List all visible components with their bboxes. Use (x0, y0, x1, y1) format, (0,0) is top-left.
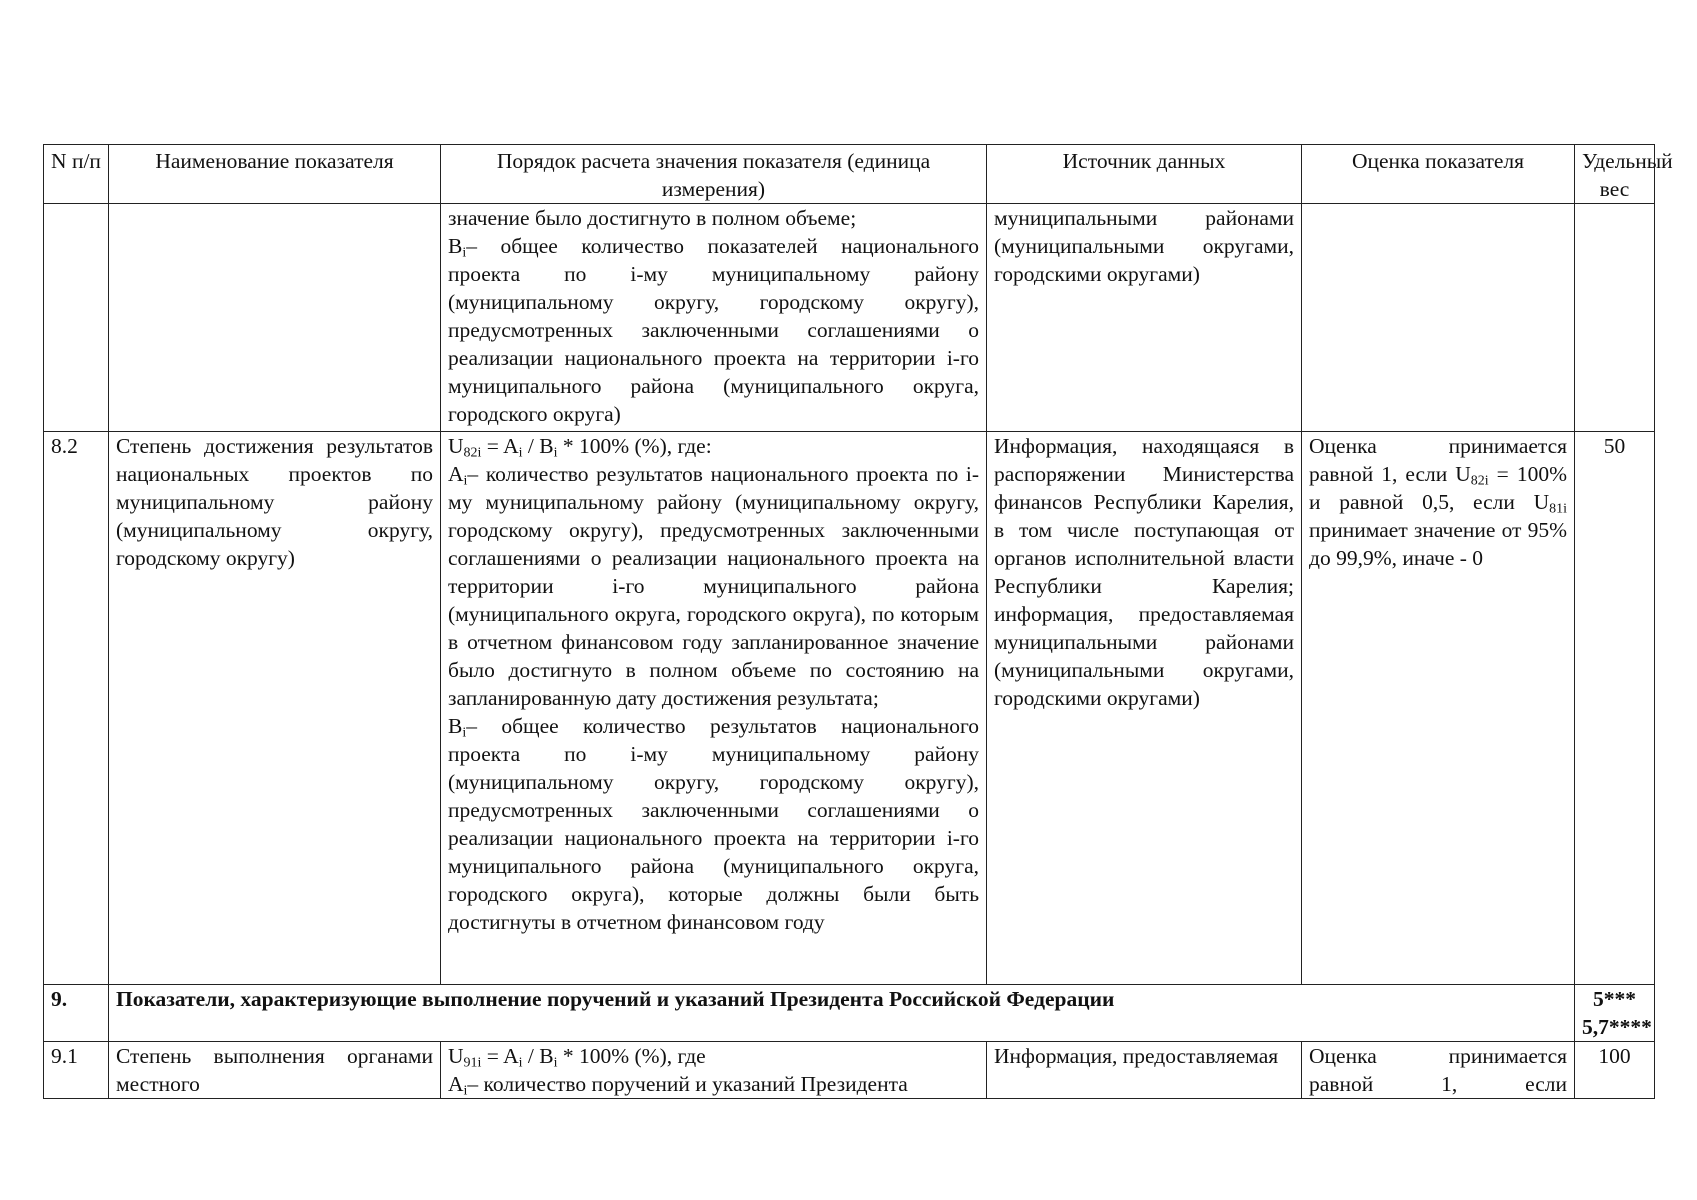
header-calc: Порядок расчета значения показателя (единица измерения) (441, 145, 987, 204)
cell-weight: 50 (1575, 432, 1655, 985)
formula: $U_{82i} = A_i / B_i * 100\%$ (%), где: (448, 434, 712, 461)
cell-calc (441, 204, 987, 432)
header-weight: Удельный вес (1575, 145, 1655, 204)
formula: $U_{91i} = A_i / B_i * 100\%$ (%), где (448, 1044, 706, 1071)
section-title: Показатели, характеризующие выполнение поручений и указаний Президента Российской Федерации (109, 985, 1575, 1042)
cell-num: 9. (44, 985, 109, 1042)
a-definition: $A_i-$ количество результатов национального проекта по i-му муниципальному району (муниципальному округу, городскому округу), предусмотренных заключенными соглашениями о реализации национального проекта на территории i-го муниципального района (муниципального округа, городского округа), по которым в отчетном финансовом году запланированное значение было достигнуто в полном объеме по состоянию на запланированную дату достижения результата; (448, 462, 979, 710)
calc-line: значение было достигнуто в полном объеме; (448, 206, 857, 230)
header-eval: Оценка показателя (1302, 145, 1575, 204)
a-definition: $A_i-$ количество поручений и указаний Президента (448, 1072, 908, 1099)
calc-b-definition: $B_i-$ общее количество показателей национального проекта по i-му муниципальному району (муниципальному округу, городскому округу), предусмотренных заключенными соглашениями о реализации национального проекта на территории i-го муниципального района (муниципального округа, городского округа) (448, 234, 979, 426)
cell-weight (1575, 204, 1655, 432)
cell-source: Информация, предоставляемая (987, 1042, 1302, 1099)
cell-num: 8.2 (44, 432, 109, 985)
cell-num (44, 204, 109, 432)
cell-eval: Оценка принимается равной 1, если (1302, 1042, 1575, 1099)
cell-name: Степень выполнения органами местного (109, 1042, 441, 1099)
cell-source: Информация, находящаяся в распоряжении Министерства финансов Республики Карелия, в том числе поступающая от органов исполнительной власти Республики Карелия; информация, предоставляемая муниципальными районами (муниципальными округами, городскими округами) (987, 432, 1302, 985)
table-row-9-1 (44, 1042, 1655, 1099)
cell-weight: 5*** 5,7**** (1575, 985, 1655, 1042)
header-name: Наименование показателя (109, 145, 441, 204)
cell-source: муниципальными районами (муниципальными округами, городскими округами) (987, 204, 1302, 432)
table-row-continuation (44, 204, 1655, 432)
cell-weight: 100 (1575, 1042, 1655, 1099)
cell-num: 9.1 (44, 1042, 109, 1099)
cell-name: Степень достижения результатов национальных проектов по муниципальному району (муниципальному округу, городскому округу) (109, 432, 441, 985)
cell-name (109, 204, 441, 432)
b-definition: $B_i-$ общее количество результатов национального проекта по i-му муниципальному району (муниципальному округу, городскому округу), предусмотренных заключенными соглашениями о реализации национального проекта на территории i-го муниципального района (муниципального округа, городского округа), которые должны были быть достигнуты в отчетном финансовом году (448, 714, 979, 934)
header-source: Источник данных (987, 145, 1302, 204)
table-row-section-9 (44, 985, 1655, 1042)
cell-calc (441, 1042, 987, 1099)
indicators-table (43, 144, 1673, 1099)
cell-eval: Оценка принимается равной 1, если $U_{82i} = 100\%$ и равной 0,5, если $U_{81i}$ принимает значение от 95% до 99,9%, иначе - 0 (1302, 432, 1575, 985)
cell-calc (441, 432, 987, 985)
cell-eval (1302, 204, 1575, 432)
table-row-8-2 (44, 432, 1655, 985)
table-header-row (44, 145, 1655, 204)
header-num: N п/п (44, 145, 109, 204)
